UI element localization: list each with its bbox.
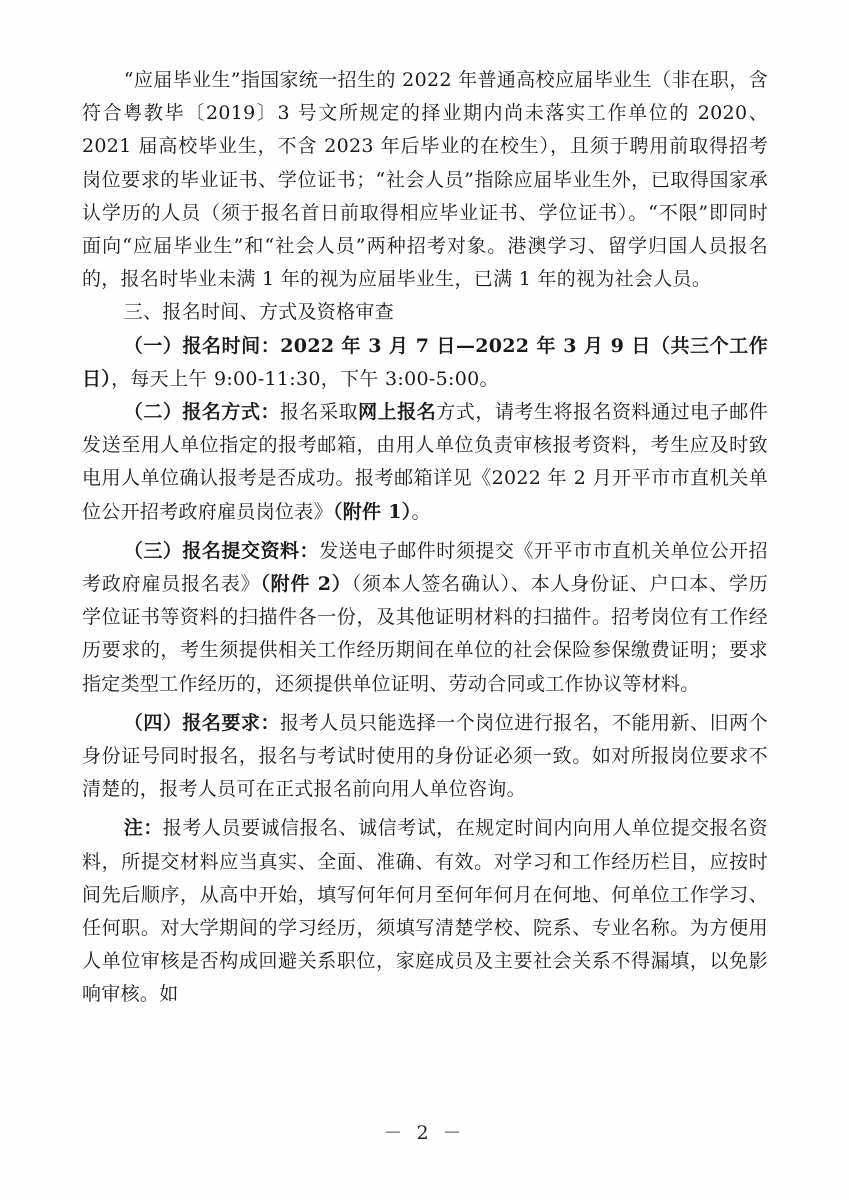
paragraph-note (82, 812, 768, 1011)
paragraph-materials (82, 535, 768, 701)
item2-online: 网上报名 (358, 401, 437, 424)
item1-dates: 2022 年 3 月 7 日—2022 年 3 月 9 日（共三个工作日） (82, 334, 769, 390)
document-body (82, 64, 768, 1012)
paragraph-registration-method (82, 396, 768, 529)
item3-text-a: 发送电子邮件时须提交《开平市市直机关单位公开招考政府雇员报名表》 (82, 539, 768, 596)
item4-label: （四）报名要求： (123, 711, 281, 734)
item2-text-a: 报名采取 (280, 401, 359, 424)
item1-label: （一）报名时间： (123, 334, 281, 357)
paragraph-intro (82, 64, 768, 296)
paragraph-requirements (82, 707, 768, 807)
item2-text-b: 方式，请考生将报名资料通过电子邮件发送至用人单位指定的报考邮箱，由用人单位负责审核报考资料，考生应及时致电用人单位确认报考是否成功。报考邮箱详见《2022 年 2 月开平市市直机关单位公开招考政府雇员岗位表》 (82, 401, 769, 523)
item2-text-c: 。 (411, 500, 431, 523)
section-heading-text: 三、报名时间、方式及资格审查 (123, 301, 394, 324)
item3-text-b: （须本人签名确认）、本人身份证、户口本、学历学位证书等资料的扫描件各一份，及其他证明材料的扫描件。招考岗位有工作经历要求的，考生须提供相关工作经历期间在单位的社会保险参保缴费证明；要求指定类型工作经历的，还须提供单位证明、劳动合同或工作协议等材料。 (82, 573, 768, 695)
item3-label: （三）报名提交资料： (123, 539, 320, 562)
note-label: 注： (123, 817, 163, 840)
intro-text: “应届毕业生”指国家统一招生的 2022 年普通高校应届毕业生（非在职，含符合粤教毕〔2019〕3 号文所规定的择业期内尚未落实工作单位的 2020、2021 届高校毕业生，不含 2023 年后毕业的在校生），且须于聘用前取得招考岗位要求的毕业证书、学位证书；“社会人员”指除应届毕业生外，已取得国家承认学历的人员（须于报名首日前取得相应毕业证书、学位证书）。“不限”即同时面向“应届毕业生”和“社会人员”两种招考对象。港澳学习、留学归国人员报名的，报名时毕业未满 1 年的视为应届毕业生，已满 1 年的视为社会人员。 (82, 69, 768, 291)
item4-text: 报考人员只能选择一个岗位进行报名，不能用新、旧两个身份证号同时报名，报名与考试时使用的身份证必须一致。如对所报岗位要求不清楚的，报考人员可在正式报名前向用人单位咨询。 (82, 711, 768, 801)
item2-attachment: （附件 1） (332, 500, 412, 523)
note-text: 报考人员要诚信报名、诚信考试，在规定时间内向用人单位提交报名资料，所提交材料应当真实、全面、准确、有效。对学习和工作经历栏目，应按时间先后顺序，从高中开始，填写何年何月至何年何月在何地、何单位工作学习、任何职。对大学期间的学习经历，须填写清楚学校、院系、专业名称。为方便用人单位审核是否构成回避关系职位，家庭成员及主要社会关系不得漏填，以免影响审核。如 (82, 817, 768, 1006)
page-number: － 2 － (383, 1122, 466, 1144)
item2-label: （二）报名方式： (123, 401, 281, 424)
paragraph-registration-time (82, 330, 768, 396)
section-heading (82, 296, 768, 329)
item3-attachment: （附件 2） (260, 573, 352, 596)
item1-hours: ，每天上午 9:00-11:30，下午 3:00-5:00。 (111, 367, 499, 390)
